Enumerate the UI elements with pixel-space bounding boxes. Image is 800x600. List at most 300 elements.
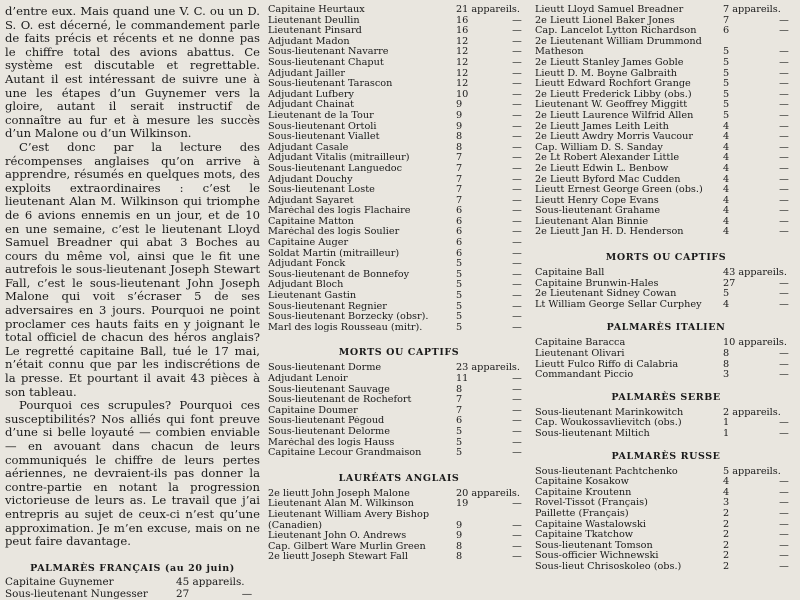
- count-ditto: —: [512, 205, 522, 217]
- victory-count: 19: [456, 498, 469, 510]
- list-row: [535, 111, 797, 122]
- count-ditto: —: [512, 519, 522, 531]
- list-palmares-russe: [535, 467, 797, 573]
- list-palmares-francais-cont: [268, 5, 530, 333]
- count-ditto: —: [512, 35, 522, 47]
- paragraph-1: d’entre eux. Mais quand une V. C. ou un D. S. O. est décerné, le commandement parle de faits précis et récents et ne donne pas le chiffre total des avions abattus. Ce système est discutable et regrettable. Autant il est intéressant de suivre une à une les étapes d’un Guynemer vers la gloire, autant il serait instructif de connaître au fur et à mesure les succès d’un Malone ou d’un Wilkinson.: [5, 4, 260, 141]
- count-ditto: —: [512, 194, 522, 206]
- list-morts-captifs-fr: [268, 363, 530, 458]
- list-row: [268, 90, 530, 101]
- victory-count: 8: [456, 540, 463, 552]
- list-row: [268, 542, 530, 553]
- list-palmares-francais-start: [5, 576, 260, 600]
- list-row: [268, 132, 530, 143]
- count-ditto: —: [512, 88, 522, 100]
- pilot-name: Adjudant Casale: [268, 142, 349, 153]
- victory-count: 5: [723, 46, 730, 58]
- pilot-name: Matheson: [535, 47, 584, 58]
- list-row: [535, 289, 797, 300]
- pilot-name: Adjudant Douchy: [268, 174, 353, 185]
- pilot-name: Marl des logis Rousseau (mitr).: [268, 322, 423, 333]
- list-row: [535, 164, 797, 175]
- count-ditto: —: [779, 173, 789, 185]
- count-ditto: —: [779, 99, 789, 111]
- count-ditto: —: [779, 162, 789, 174]
- list-laureats-anglais-cont: [535, 5, 797, 238]
- list-row: [535, 429, 797, 440]
- victory-count: 9: [456, 109, 463, 121]
- count-ditto: —: [512, 226, 522, 238]
- count-ditto: —: [512, 131, 522, 143]
- pilot-name: Capitaine Auger: [268, 238, 349, 249]
- count-ditto: —: [779, 486, 789, 498]
- count-ditto: —: [512, 173, 522, 185]
- list-row: [535, 175, 797, 186]
- list-row: [268, 395, 530, 406]
- list-row: [268, 111, 530, 122]
- victory-count: 16: [456, 25, 469, 37]
- list-row: [535, 90, 797, 101]
- list-row: [535, 153, 797, 164]
- victory-count: 6: [456, 247, 463, 259]
- list-row: [535, 360, 797, 371]
- list-row: [535, 520, 797, 531]
- heading-palmares-italien: PALMARÈS ITALIEN: [606, 322, 726, 334]
- list-row: [268, 143, 530, 154]
- victory-count: 21 appareils.: [456, 4, 520, 15]
- count-ditto: —: [779, 205, 789, 217]
- victory-count: 6: [456, 226, 463, 238]
- count-ditto: —: [779, 539, 789, 551]
- pilot-name: 2e Lieutt Stanley James Goble: [535, 57, 684, 68]
- victory-count: 10 appareils.: [723, 337, 787, 349]
- pilot-name: Lt William George Sellar Curphey: [535, 299, 702, 310]
- victory-count: 7: [456, 184, 463, 196]
- count-ditto: —: [779, 141, 789, 153]
- pilot-name: 2e Lieutt Jan H. D. Henderson: [535, 227, 684, 238]
- count-ditto: —: [512, 415, 522, 427]
- list-row: [268, 385, 530, 396]
- column-right: [535, 5, 797, 573]
- list-row: [268, 302, 530, 313]
- pilot-name: Capitaine Kosakow: [535, 477, 629, 488]
- pilot-name: Capitaine Tkatchow: [535, 530, 634, 541]
- victory-count: 8: [723, 348, 730, 360]
- list-row: [268, 69, 530, 80]
- list-row: [535, 26, 797, 37]
- pilot-name: Adjudant Lufbery: [268, 89, 354, 100]
- list-row: [268, 185, 530, 196]
- count-ditto: [504, 510, 530, 521]
- count-ditto: —: [512, 300, 522, 312]
- pilot-name: Sous-lieutenant Viallet: [268, 132, 380, 143]
- victory-count: 9: [456, 530, 463, 542]
- pilot-name: Lieutt Henry Cope Evans: [535, 195, 659, 206]
- victory-count: 4: [723, 141, 730, 153]
- victory-count: 4: [723, 298, 730, 310]
- victory-count: 11: [456, 373, 469, 384]
- list-row: [268, 427, 530, 438]
- list-row: [535, 132, 797, 143]
- list-row: [535, 509, 797, 520]
- victory-count: 8: [456, 551, 463, 563]
- pilot-name: Soldat Martin (mitrailleur): [268, 248, 400, 259]
- count-ditto: —: [779, 298, 789, 310]
- victory-count: 5: [456, 279, 463, 291]
- victory-count: 7: [456, 394, 463, 406]
- count-ditto: —: [512, 321, 522, 333]
- column-left: [5, 5, 260, 600]
- heading-morts-captifs-gb: MORTS OU CAPTIFS: [605, 252, 727, 264]
- pilot-name: Capitaine Guynemer: [5, 575, 114, 588]
- victory-count: 4: [723, 173, 730, 185]
- list-row: [268, 100, 530, 111]
- count-ditto: —: [779, 46, 789, 58]
- count-ditto: —: [512, 237, 522, 249]
- victory-count: 4: [723, 152, 730, 164]
- pilot-name: 2e Lieutt Lionel Baker Jones: [535, 15, 675, 26]
- count-ditto: —: [779, 67, 789, 79]
- list-row: [268, 499, 530, 510]
- victory-count: [723, 37, 771, 48]
- pilot-name: Capitaine Ball: [535, 268, 605, 279]
- victory-count: 20 appareils.: [456, 487, 520, 499]
- list-row: [535, 408, 797, 419]
- victory-count: 2: [723, 550, 730, 562]
- count-ditto: —: [512, 25, 522, 37]
- pilot-name: 2e Lieutt Frederick Libby (obs.): [535, 89, 692, 100]
- pilot-name: Adjudant Bloch: [268, 280, 344, 291]
- pilot-name: 2e Lieutenant Sidney Cowan: [535, 289, 677, 300]
- count-ditto: —: [779, 550, 789, 562]
- pilot-name: 2e Lieutt Edwin L. Benbow: [535, 163, 669, 174]
- count-ditto: —: [512, 540, 522, 552]
- victory-count: 4: [723, 194, 730, 206]
- pilot-name: Lieutenant Olivari: [535, 349, 625, 360]
- victory-count: 5: [723, 56, 730, 68]
- victory-count: 4: [723, 476, 730, 488]
- heading-laureats-anglais: LAURÉATS ANGLAIS: [338, 472, 460, 484]
- pilot-name: Adjudant Vitalis (mitrailleur): [268, 153, 410, 164]
- pilot-name: Lieutenant Gastin: [268, 291, 357, 302]
- count-ditto: —: [512, 67, 522, 79]
- victory-count: 12: [456, 56, 469, 68]
- count-ditto: —: [779, 369, 789, 381]
- count-ditto: —: [779, 78, 789, 90]
- victory-count: 9: [456, 120, 463, 132]
- list-row: [268, 79, 530, 90]
- pilot-name: Adjudant Madon: [268, 36, 350, 47]
- list-row: [268, 552, 530, 563]
- list-row: [535, 143, 797, 154]
- list-row: [535, 206, 797, 217]
- pilot-name: Lieutt D. M. Boyne Galbraith: [535, 68, 677, 79]
- count-ditto: —: [779, 348, 789, 360]
- list-row: [5, 588, 260, 600]
- victory-count: 7: [456, 152, 463, 164]
- list-row: [535, 69, 797, 80]
- pilot-name: Adjudant Lenoir: [268, 374, 348, 384]
- count-ditto: —: [779, 507, 789, 519]
- victory-count: 16: [456, 14, 469, 26]
- count-ditto: —: [512, 109, 522, 121]
- pilot-name: 2e Lieutt James Leith Leith: [535, 121, 669, 132]
- count-ditto: —: [512, 162, 522, 174]
- victory-count: 5: [456, 311, 463, 323]
- victory-count: 5: [723, 288, 730, 300]
- count-ditto: —: [241, 587, 253, 600]
- victory-count: 5 appareils.: [723, 465, 781, 477]
- victory-count: 43 appareils.: [723, 267, 787, 279]
- pilot-name: Sous-lieutenant de Bonnefoy: [268, 269, 410, 280]
- count-ditto: —: [512, 551, 522, 563]
- list-row: [268, 153, 530, 164]
- list-row: [268, 206, 530, 217]
- pilot-name: Sous-lieutenant Borzecky (obsr).: [268, 312, 429, 323]
- list-row: [535, 541, 797, 552]
- victory-count: 5: [456, 425, 463, 437]
- list-palmares-italien: [535, 338, 797, 380]
- count-ditto: —: [512, 99, 522, 111]
- count-ditto: —: [779, 417, 789, 429]
- pilot-name: Adjudant Fonck: [268, 259, 346, 270]
- count-ditto: —: [512, 120, 522, 132]
- list-row: [268, 270, 530, 281]
- victory-count: 27: [176, 587, 190, 600]
- count-ditto: —: [512, 215, 522, 227]
- count-ditto: —: [779, 560, 789, 572]
- pilot-name: Lieutenant Alan M. Wilkinson: [268, 499, 414, 510]
- list-row: [535, 16, 797, 27]
- list-row: [535, 100, 797, 111]
- list-row: [535, 227, 797, 238]
- pilot-name: Sous-lieutenant Nungesser: [5, 587, 148, 600]
- victory-count: 12: [456, 78, 469, 90]
- list-row: [535, 79, 797, 90]
- pilot-name: Lieutenant Deullin: [268, 15, 360, 26]
- count-ditto: —: [779, 184, 789, 196]
- list-row: [268, 122, 530, 133]
- pilot-name: Sous-lieutenant Languedoc: [268, 163, 403, 174]
- count-ditto: —: [779, 120, 789, 132]
- pilot-name: Maréchal des logis Soulier: [268, 227, 400, 238]
- list-row: [268, 291, 530, 302]
- list-row: [268, 448, 530, 459]
- count-ditto: [234, 576, 260, 588]
- victory-count: 5: [456, 258, 463, 270]
- victory-count: 3: [723, 497, 730, 509]
- victory-count: 8: [456, 141, 463, 153]
- victory-count: 2 appareils.: [723, 406, 781, 418]
- list-row: [535, 185, 797, 196]
- pilot-name: Lieutt Lloyd Samuel Breadner: [535, 5, 684, 15]
- count-ditto: —: [512, 56, 522, 68]
- count-ditto: —: [779, 497, 789, 509]
- pilot-name: Sous-lieutenant Chaput: [268, 57, 384, 68]
- pilot-name: 2e Lt Robert Alexander Little: [535, 153, 680, 164]
- count-ditto: [504, 5, 530, 16]
- list-row: [5, 576, 260, 588]
- paragraph-2: C’est donc par la lecture des récompenses anglaises qu’on arrive à apprendre, résumés en quelques mots, des exploits extraordinaires : c’est le lieutenant Alan M. Wilkinson qui triomphe de 6 avions ennemis en un jour, et de 10 en une semaine, c’est le lieutenant Lloyd Samuel Breadner qui abat 3 Boches au cours du même vol, ainsi que le fit une autrefois le sous-lieutenant Joseph Stewart Fall, c’est le sous-lieutenant John Joseph Malone qui voit s’écraser 5 de ses adversaires en 3 jours. Pourquoi ne point proclamer ces hauts faits en y joignant le total officiel de chacun des héros anglais? Le regretté capitaine Ball, tué le 17 mai, n’était connu que par les indiscrétions de la presse. Et pourtant il avait 43 pièces à son tableau.: [5, 139, 260, 399]
- pilot-name: Adjudant Sayaret: [268, 195, 354, 206]
- pilot-name: Sous-lieutenant Miltich: [535, 429, 650, 439]
- pilot-name: Lieutenant W. Geoffrey Miggitt: [535, 100, 688, 111]
- pilot-name: Sous-lieutenant Pachtchenko: [535, 466, 678, 477]
- list-row: [268, 259, 530, 270]
- pilot-name: Lieutenant William Avery Bishop: [268, 509, 430, 520]
- count-ditto: [771, 5, 797, 16]
- list-row: [535, 47, 797, 58]
- count-ditto: —: [512, 530, 522, 542]
- victory-count: 6: [456, 215, 463, 227]
- list-row: [268, 47, 530, 58]
- count-ditto: —: [512, 258, 522, 270]
- pilot-name: Sous-lieutenant Tarascon: [268, 79, 393, 90]
- list-row: [535, 268, 797, 279]
- list-row: [535, 418, 797, 429]
- pilot-name: Lieutenant John O. Andrews: [268, 531, 407, 542]
- victory-count: [456, 510, 504, 521]
- list-row: [268, 489, 530, 500]
- pilot-name: 2e Lieutt Laurence Wilfrid Allen: [535, 110, 694, 121]
- victory-count: 5: [456, 436, 463, 448]
- victory-count: 45 appareils.: [176, 575, 245, 588]
- list-row: [268, 238, 530, 249]
- paragraph-3: Pourquoi ces scrupules? Pourquoi ces susceptibilités? Nos alliés qui font preuve d’une si belle loyauté — combien enviable — en avouant dans chacun de leurs communiqués le chiffre de leurs pertes aériennes, ne devraient-ils pas donner la contre-partie en notant la progression victorieuse de leurs as. Le travail que j’ai entrepris au sujet de ceux-ci n’est qu’une approximation. Je m’en excuse, mais on ne peut faire davantage.: [5, 398, 260, 549]
- list-row: [535, 551, 797, 562]
- victory-count: 23 appareils.: [456, 362, 520, 374]
- list-row: [535, 530, 797, 541]
- pilot-name: Maréchal des logis Hauss: [268, 437, 395, 448]
- count-ditto: —: [512, 404, 522, 416]
- victory-count: 2: [723, 529, 730, 541]
- victory-count: 6: [723, 25, 730, 37]
- pilot-name: Lieutenant Pinsard: [268, 26, 362, 37]
- victory-count: 4: [723, 131, 730, 143]
- pilot-name: Capitaine Kroutenn: [535, 487, 632, 498]
- count-ditto: —: [512, 290, 522, 302]
- pilot-name: 2e lieutt John Joseph Malone: [268, 488, 410, 499]
- list-row: [268, 217, 530, 228]
- list-row: [535, 122, 797, 133]
- pilot-name: 2e Lieutt Awdry Morris Vaucour: [535, 132, 693, 143]
- pilot-name: Capitaine Wastalowski: [535, 519, 646, 530]
- count-ditto: —: [512, 436, 522, 448]
- victory-count: 4: [723, 215, 730, 227]
- pilot-name: Paillette (Français): [535, 508, 629, 519]
- pilot-name: Lieutenant de la Tour: [268, 110, 374, 121]
- count-ditto: —: [779, 14, 789, 26]
- list-row: [535, 477, 797, 488]
- victory-count: 2: [723, 507, 730, 519]
- count-ditto: —: [512, 279, 522, 291]
- count-ditto: —: [512, 425, 522, 437]
- victory-count: 7: [456, 194, 463, 206]
- victory-count: 1: [723, 417, 730, 429]
- list-row: [268, 249, 530, 260]
- list-row: [535, 370, 797, 381]
- pilot-name: Maréchal des logis Flachaire: [268, 206, 411, 217]
- pilot-name: Capitaine Matton: [268, 216, 354, 227]
- pilot-name: Lieutt Ernest George Green (obs.): [535, 185, 703, 196]
- pilot-name: Sous-lieutenant Delorme: [268, 426, 390, 437]
- count-ditto: —: [779, 25, 789, 37]
- victory-count: 12: [456, 46, 469, 58]
- list-row: [268, 438, 530, 449]
- pilot-name: Capitaine Baracca: [535, 338, 626, 349]
- count-ditto: —: [779, 476, 789, 488]
- list-row: [268, 312, 530, 323]
- count-ditto: —: [779, 215, 789, 227]
- count-ditto: —: [512, 498, 522, 510]
- victory-count: 5: [723, 67, 730, 79]
- list-row: [268, 16, 530, 27]
- pilot-name: Sous-lieutenant Tomson: [535, 540, 653, 551]
- count-ditto: —: [512, 447, 522, 459]
- pilot-name: Lieutenant Alan Binnie: [535, 216, 649, 227]
- pilot-name: Adjudant Jailler: [268, 68, 345, 79]
- victory-count: 4: [723, 226, 730, 238]
- list-row: [268, 363, 530, 374]
- count-ditto: —: [512, 78, 522, 90]
- victory-count: 8: [456, 383, 463, 395]
- pilot-name: Sous-lieutenant Ortoli: [268, 121, 377, 132]
- list-row: [268, 323, 530, 334]
- pilot-name: Cap. Woukossavlievitch (obs.): [535, 418, 682, 429]
- count-ditto: —: [779, 56, 789, 68]
- list-row: [535, 217, 797, 228]
- list-morts-captifs-gb: [535, 268, 797, 310]
- count-ditto: —: [779, 131, 789, 143]
- list-row: [535, 196, 797, 207]
- victory-count: 10: [456, 88, 469, 100]
- list-row: [535, 5, 797, 16]
- list-row: [268, 280, 530, 291]
- heading-palmares-russe: PALMARÈS RUSSE: [611, 450, 721, 462]
- count-ditto: —: [779, 226, 789, 238]
- victory-count: 5: [456, 290, 463, 302]
- list-row: [268, 521, 530, 532]
- pilot-name: Sous-lieutenant Regnier: [268, 301, 387, 312]
- victory-count: 5: [723, 78, 730, 90]
- victory-count: 7: [456, 173, 463, 185]
- list-row: [268, 196, 530, 207]
- count-ditto: —: [512, 14, 522, 26]
- pilot-name: Lieutt Fulco Riffo di Calabria: [535, 359, 679, 370]
- victory-count: 1: [723, 428, 730, 439]
- count-ditto: —: [512, 383, 522, 395]
- victory-count: 7 appareils.: [723, 4, 781, 15]
- list-palmares-serbe: [535, 408, 797, 440]
- count-ditto: —: [512, 311, 522, 323]
- pilot-name: Sous-officier Wichnewski: [535, 551, 659, 562]
- list-row: [268, 58, 530, 69]
- pilot-name: Commandant Piccio: [535, 370, 634, 381]
- pilot-name: Sous-lieutenant Sauvage: [268, 384, 390, 395]
- victory-count: 2: [723, 560, 730, 572]
- pilot-name: Capitaine Doumer: [268, 405, 358, 416]
- list-row: [268, 416, 530, 427]
- list-row: [535, 488, 797, 499]
- pilot-name: Capitaine Lecour Grandmaison: [268, 448, 422, 459]
- count-ditto: —: [779, 194, 789, 206]
- list-row: [268, 37, 530, 48]
- victory-count: 8: [456, 131, 463, 143]
- victory-count: 7: [456, 162, 463, 174]
- pilot-name: Sous-lieut Chrisoskoleo (obs.): [535, 561, 682, 572]
- list-row: [268, 510, 530, 521]
- count-ditto: —: [512, 373, 522, 384]
